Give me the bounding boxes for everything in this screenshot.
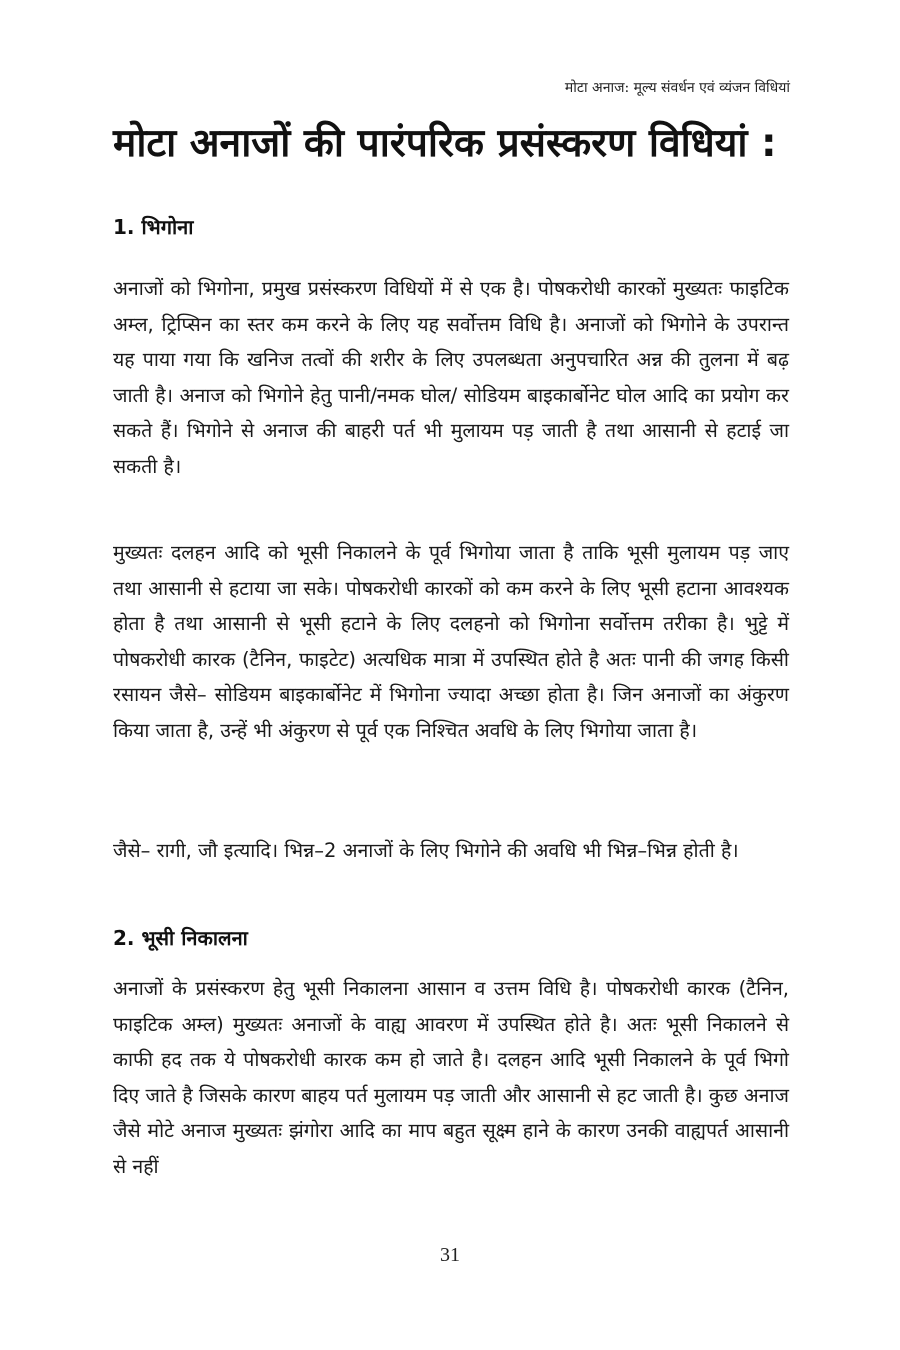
paragraph	[113, 535, 789, 748]
paragraph-text: अनाजों के प्रसंस्करण हेतु भूसी निकालना आसान व उत्तम विधि है। पोषकरोधी कारक (टैनिन, फाइटिक अम्ल) मुख्यतः अनाजों के वाह्य आवरण में उपस्थित होते है। अतः भूसी निकालने से काफी हद तक ये पोषकरोधी कारक कम हो जाते है। दलहन आदि भूसी निकालने के पूर्व भिगो दिए जाते है जिसके कारण बाहय पर्त मुलायम पड़ जाती और आसानी से हट जाती है। कुछ अनाज जैसे मोटे अनाज मुख्यतः झंगोरा आदि का माप बहुत सूक्ष्म हाने के कारण उनकी वाह्यपर्त आसानी से नहीं	[113, 977, 789, 1178]
section-soaking	[113, 213, 789, 241]
section-heading: 1. भिगोना	[113, 215, 194, 239]
paragraph	[113, 971, 789, 1184]
section-dehusking	[113, 924, 789, 952]
page-title: मोटा अनाजों की पारंपरिक प्रसंस्करण विधियां :	[113, 121, 777, 166]
paragraph-text: अनाजों को भिगोना, प्रमुख प्रसंस्करण विधियों में से एक है। पोषकरोधी कारकों मुख्यतः फाइटिक अम्ल, ट्रिप्सिन का स्तर कम करने के लिए यह सर्वोत्तम विधि है। अनाजों को भिगोने के उपरान्त यह पाया गया कि खनिज तत्वों की शरीर के लिए उपलब्धता अनुपचारित अन्न की तुलना में बढ़ जाती है। अनाज को भिगोने हेतु पानी/नमक घोल/ सोडियम बाइकार्बोनेट घोल आदि का प्रयोग कर सकते हैं। भिगोने से अनाज की बाहरी पर्त भी मुलायम पड़ जाती है तथा आसानी से हटाई जा सकती है।	[113, 277, 789, 478]
paragraph	[113, 833, 789, 869]
running-header: मोटा अनाज: मूल्य संवर्धन एवं व्यंजन विधियां	[564, 80, 790, 96]
page-number: 31	[440, 1244, 460, 1266]
paragraph-text: जैसे– रागी, जौ इत्यादि। भिन्न–2 अनाजों के लिए भिगोने की अवधि भी भिन्न–भिन्न होती है।	[113, 839, 739, 862]
paragraph-text: मुख्यतः दलहन आदि को भूसी निकालने के पूर्व भिगोया जाता है ताकि भूसी मुलायम पड़ जाए तथा आसानी से हटाया जा सके। पोषकरोधी कारकों को कम करने के लिए भूसी हटाना आवश्यक होता है तथा आसानी से भूसी हटाने के लिए दलहनो को भिगोना सर्वोत्तम तरीका है। भुट्टे में पोषकरोधी कारक (टैनिन, फाइटेट) अत्यधिक मात्रा में उपस्थित होते है अतः पानी की जगह किसी रसायन जैसे– सोडियम बाइकार्बोनेट में भिगोना ज्यादा अच्छा होता है। जिन अनाजों का अंकुरण किया जाता है, उन्हें भी अंकुरण से पूर्व एक निश्चित अवधि के लिए भिगोया जाता है।	[113, 541, 789, 742]
paragraph	[113, 271, 789, 484]
section-heading: 2. भूसी निकालना	[113, 926, 248, 950]
